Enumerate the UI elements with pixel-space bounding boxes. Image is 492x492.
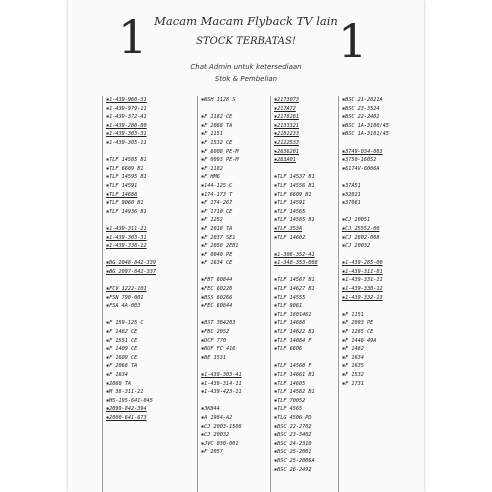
part-number-item: ▪ FBC 2052 [201,328,270,337]
part-number-item: ▪ CJ 25552-00 [342,225,418,234]
list-gap [342,139,418,148]
part-number-item: ▪ F 1635 [342,362,418,371]
part-number-item: ▪ 1-439-979-11 [106,105,197,114]
right-page-number: 1 [338,14,368,68]
part-number-item: ▪ F 0040 PE [201,251,270,260]
part-number-item: ▪ FCV 1222-101 [106,285,197,294]
part-number-item: ▪ 1-439-372-41 [106,113,197,122]
part-number-item: ▪ MS-195-641-045 [106,397,197,406]
part-number-item: ▪ TLF 14627 B1 [274,285,338,294]
part-number-item: ▪ F 1482 [342,345,418,354]
part-number-item: ▪ NSH 1128 S [201,96,270,105]
part-number-item: ▪ F 1551 CE [106,337,197,346]
part-number-item: ▪ TLF 14591 [274,199,338,208]
part-number-item: ▪ TLF 14661 B1 [274,371,338,380]
part-number-item: ▪ 1-439-338-12 [106,242,197,251]
part-number-item: ▪ F 1532 CE [201,139,270,148]
part-number-item: ▪ F 1634 [106,371,197,380]
part-number-item: ▪ TLF 9068 B1 [106,199,197,208]
list-gap [274,165,338,174]
part-number-item: ▪ TLF 4565 [274,405,338,414]
list-gap [274,242,338,251]
part-number-item: ▪ TLF 14591 [106,182,197,191]
part-number-item: ▪ BSC 22-2702 [274,423,338,432]
part-number-item: ▪ 144-125 C [201,182,270,191]
part-number-item: ▪ 1-439-280-00 [106,122,197,131]
part-number-item: ▪ F 1182 CE [201,113,270,122]
part-number-item: ▪ M 38-311-21 [106,388,197,397]
part-number-item: ▪ 37A51 [342,182,418,191]
part-number-item: ▪ BSC 24-2310 [274,440,338,449]
part-number-item: ▪ 1-439-311-21 [106,225,197,234]
part-number-item: ▪ TLF 14622 B1 [274,328,338,337]
part-number-item: ▪ BG 2097-842-337 [106,268,197,277]
part-number-item: ▪ F 1182 [201,165,270,174]
part-number-item: ▪ F 1710 CE [201,208,270,217]
part-number-item: ▪ F 159-125 C [106,319,197,328]
list-gap [106,148,197,157]
part-number-item: ▪ A 1984-A2 [201,414,270,423]
part-number-item: ▪ TLF 6606 [274,345,338,354]
list-gap [201,105,270,114]
list-gap [201,362,270,371]
part-number-item: ▪ 174-173 T [201,191,270,200]
part-number-item: ▪ BSC 23-3524 [342,105,418,114]
list-gap [106,276,197,285]
part-number-item: ▪ F 1634 CE [201,259,270,268]
part-number-item: ▪ TLF 14084 F [274,337,338,346]
list-gap [342,173,418,182]
part-number-item: ▪ CJ 20051 [342,216,418,225]
part-number-item: ▪ F 1285 CE [342,328,418,337]
part-number-item: ▪ TLF 14688 [106,191,197,200]
part-number-item: ▪ BSC 25-2006A [274,457,338,466]
list-gap [274,268,338,277]
part-number-item: ▪ TLF 14602 [274,234,338,243]
part-number-item: ▪ TLF 14565 [274,208,338,217]
part-number-item: ▪ F 1151 [342,311,418,320]
list-gap [106,311,197,320]
part-number-item: ▪ FEC 60844 [201,302,270,311]
part-number-item: ▪ 2178281 [274,113,338,122]
part-number-item: ▪ 2122533 [274,139,338,148]
part-number-item: ▪ TLF 14595 B1 [106,173,197,182]
stock-columns [102,96,418,492]
part-number-item: ▪ F 0093 PE-M [201,156,270,165]
part-number-item: ▪ 1-439-314-11 [201,380,270,389]
part-number-item: ▪ 2173073 [274,96,338,105]
part-number-item: ▪ 3750-16052 [342,156,418,165]
part-number-item: ▪ 1-308-352-41 [274,251,338,260]
part-number-item: ▪ BSC 22-2402 [342,113,418,122]
part-number-item: ▪ BST 3B4203 [201,319,270,328]
part-number-item: ▪ TLF 6609 B1 [274,191,338,200]
part-number-item: ▪ CJ 2802-008 [342,234,418,243]
part-number-item: ▪ F 2037 SE1 [201,234,270,243]
part-number-item: ▪ 3KB44 [201,405,270,414]
part-number-item: ▪ F 1634 [342,354,418,363]
list-gap [274,354,338,363]
part-number-item: ▪ BSC 1A-3101/45 [342,130,418,139]
part-number-item: ▪ BE 1531 [201,354,270,363]
title-line-1: Macam Macam Flyback TV lain [154,14,338,28]
part-number-item: ▪ BSC 23-3402 [274,431,338,440]
list-gap [106,216,197,225]
stock-column-1 [102,96,197,492]
part-number-item: ▪ 1-348-353-008 [274,259,338,268]
part-number-item: ▪ FEC 60220 [201,285,270,294]
note-line-2: Stok & Pembelian [214,75,278,83]
part-number-item: ▪ TLF 14567 B1 [274,276,338,285]
list-gap [342,251,418,260]
part-number-item: ▪ 263A01 [274,156,338,165]
list-gap [342,302,418,311]
part-number-item: ▪ TLF 70052 [274,397,338,406]
part-number-item: ▪ TLF 14605 [274,380,338,389]
note-line-1: Chat Admin untuk ketersediaan [190,63,302,71]
part-number-item: ▪ 32021 [342,191,418,200]
part-number-item: ▪ F 1482 CE [106,328,197,337]
part-number-item: ▪ TLF 14585 B1 [106,156,197,165]
part-number-item: ▪ F 1409 CE [106,345,197,354]
part-number-item: ▪ 1-439-423-11 [201,388,270,397]
part-number-item: ▪ TLF 14936 B1 [106,208,197,217]
part-number-item: ▪ 2182233 [274,130,338,139]
list-gap [342,208,418,217]
part-number-item: ▪ 1-439-303-41 [201,371,270,380]
part-number-item: ▪ F 1609 CE [106,354,197,363]
part-number-item: ▪ BG 2048-842-339 [106,259,197,268]
part-number-item: ▪ BUF FC 416 [201,345,270,354]
part-number-item: ▪ F 2068 TA [106,362,197,371]
part-number-item: ▪ TLF 14555 [274,294,338,303]
part-number-item: ▪ 2000-641-673 [106,414,197,423]
part-number-item: ▪ TLF 14560 F [274,362,338,371]
part-number-item: ▪ TLG 4506 PD [274,414,338,423]
part-number-item: ▪ 2133321 [274,122,338,131]
part-number-item: ▪ 37061 [342,199,418,208]
stock-column-3 [270,96,338,492]
part-number-item: ▪ DCF 770 [201,337,270,346]
part-number-item: ▪ TLF 14688 [274,319,338,328]
part-number-item: ▪ 6174V-6006A [342,165,418,174]
part-number-item: ▪ F 1252 [201,216,270,225]
part-number-item: ▪ CJ 20032 [201,431,270,440]
paper-sheet [68,0,424,492]
part-number-item: ▪ TLF 14582 B1 [274,388,338,397]
part-number-item: ▪ 2636201 [274,148,338,157]
part-number-item: ▪ 2060 TA [106,380,197,389]
part-number-item: ▪ 1-439-311-01 [342,268,418,277]
part-number-item: ▪ TLF 14537 B1 [274,173,338,182]
part-number-item: ▪ F 2057 [201,448,270,457]
part-number-item: ▪ TLF 14585 B1 [274,216,338,225]
left-page-number: 1 [118,10,148,64]
part-number-item: ▪ FSN 790-001 [106,294,197,303]
title-line-2: STOCK TERBATAS! [196,36,296,47]
part-number-item: ▪ F 1151 [201,130,270,139]
part-number-item: ▪ 1-439-285-00 [342,259,418,268]
part-number-item: ▪ 1-439-331-11 [342,276,418,285]
part-number-item: ▪ F 6008 PE-M [201,148,270,157]
part-number-item: ▪ FSA 4A-003 [106,302,197,311]
part-number-item: ▪ F 2018 TA [201,225,270,234]
list-gap [201,397,270,406]
stock-column-2 [197,96,270,492]
part-number-item: ▪ 1-439-332-13 [342,294,418,303]
part-number-item: ▪ TLF 9061 [274,302,338,311]
part-number-item: ▪ F 2068 TA [201,122,270,131]
part-number-item: ▪ 1-439-305-11 [106,139,197,148]
part-number-item: ▪ BSC 1A-3100/45 [342,122,418,131]
part-number-item: ▪ F 1446 49A [342,337,418,346]
part-number-item: ▪ 217A72 [274,105,338,114]
part-number-item: ▪ TLF 14556 B1 [274,182,338,191]
part-number-item: ▪ F 2058 2EB1 [201,242,270,251]
part-number-item: ▪ JVC 030-001 [201,440,270,449]
part-number-item: ▪ TLF 6609 B1 [106,165,197,174]
part-number-item: ▪ 2099-842-394 [106,405,197,414]
part-number-item: ▪ 1-439-303-31 [106,234,197,243]
part-number-item: ▪ FBT 60844 [201,276,270,285]
part-number-item: ▪ F 174-267 [201,199,270,208]
part-number-item: ▪ 3749-034-003 [342,148,418,157]
stock-column-4 [338,96,418,492]
part-number-item: ▪ F 1731 [342,380,418,389]
part-number-item: ▪ F HM6 [201,173,270,182]
part-number-item: ▪ CJ 2003-1508 [201,423,270,432]
part-number-item: ▪ TLF 353A [274,225,338,234]
part-number-item: ▪ CJ 20032 [342,242,418,251]
part-number-item: ▪ TLF 1801461 [274,311,338,320]
part-number-item: ▪ BSC 26-2492 [274,466,338,475]
part-number-item: ▪ F 1532 [342,371,418,380]
part-number-item: ▪ 1-439-330-12 [342,285,418,294]
part-number-item: ▪ BSC 21-2621A [342,96,418,105]
list-gap [106,251,197,260]
part-number-item: ▪ BSC 25-2001 [274,448,338,457]
list-gap [201,268,270,277]
list-gap [201,311,270,320]
part-number-item: ▪ 1-439-960-31 [106,96,197,105]
part-number-item: ▪ F 2093 PE [342,319,418,328]
part-number-item: ▪ 1-439-303-31 [106,130,197,139]
part-number-item: ▪ BSS 60266 [201,294,270,303]
